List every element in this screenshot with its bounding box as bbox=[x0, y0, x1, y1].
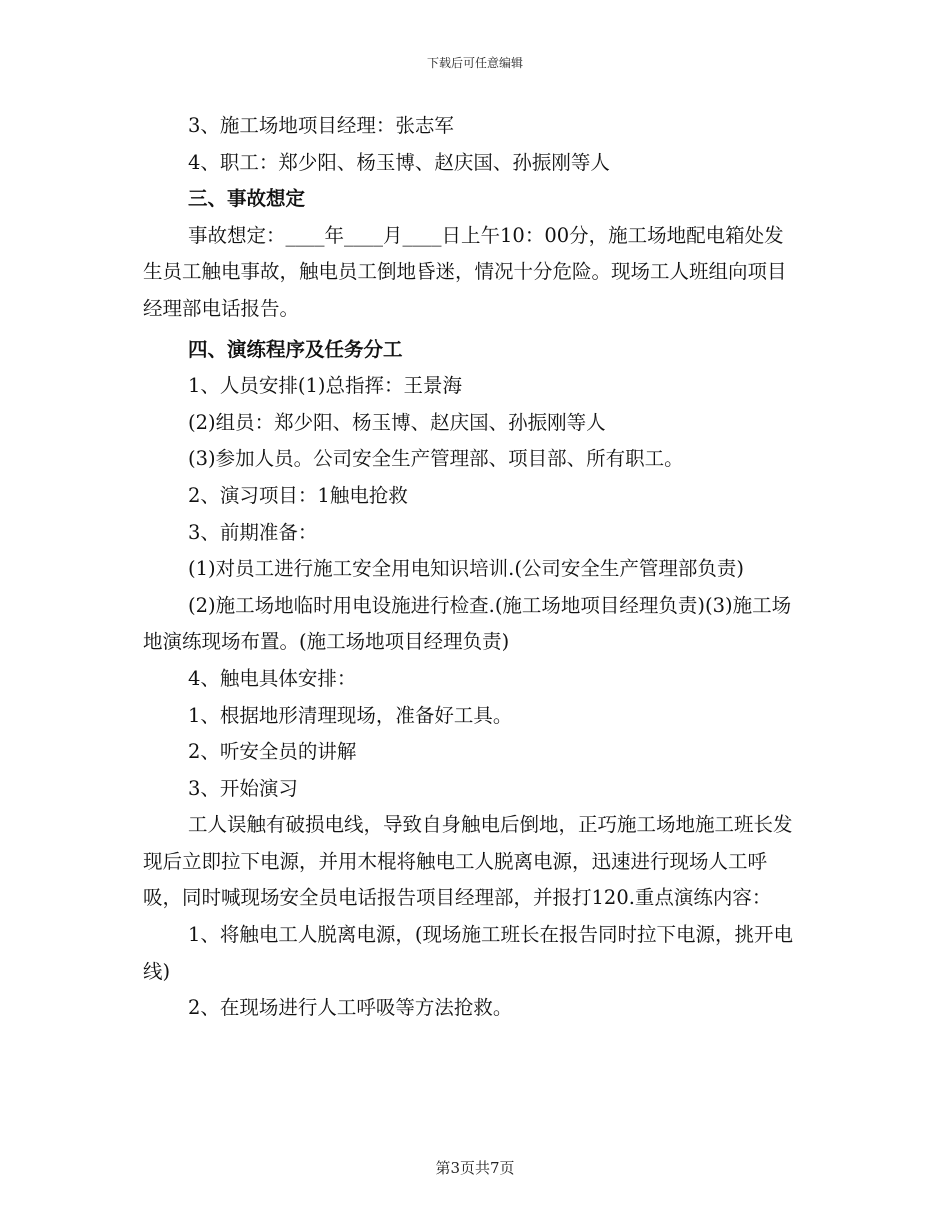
paragraph-accident-scenario: 事故想定：____年____月____日上午10：00分，施工场地配电箱处发生员工触电事故，触电员工倒地昏迷，情况十分危险。现场工人班组向项目经理部电话报告。 bbox=[143, 223, 787, 320]
paragraph-training: (1)对员工进行施工安全用电知识培训.(公司安全生产管理部负责) bbox=[188, 557, 745, 581]
line-site-manager: 3、施工场地项目经理：张志军 bbox=[188, 114, 454, 137]
page-number: 第3页共7页 bbox=[435, 1159, 515, 1177]
list-item-cpr: 2、在现场进行人工呼吸等方法抢救。 bbox=[188, 996, 513, 1020]
line-preparation: 3、前期准备： bbox=[188, 520, 318, 544]
line-participants: (3)参加人员。公司安全生产管理部、项目部、所有职工。 bbox=[188, 447, 684, 471]
list-item-clear-site: 1、根据地形清理现场，准备好工具。 bbox=[188, 703, 513, 727]
section-heading-drill-procedure: 四、演练程序及任务分工 bbox=[188, 337, 403, 361]
line-specific-arrangement: 4、触电具体安排： bbox=[188, 666, 357, 690]
paragraph-inspection: (2)施工场地临时用电设施进行检查.(施工场地项目经理负责)(3)施工场地演练现场布置。(施工场地项目经理负责) bbox=[143, 593, 792, 654]
document-body bbox=[143, 108, 803, 1027]
list-item-briefing: 2、听安全员的讲解 bbox=[188, 740, 357, 764]
line-team-members: (2)组员：郑少阳、杨玉博、赵庆国、孙振刚等人 bbox=[188, 410, 606, 434]
line-personnel-arrangement: 1、人员安排(1)总指挥：王景海 bbox=[188, 374, 463, 398]
list-item-disconnect-power: 1、将触电工人脱离电源，(现场施工班长在报告同时拉下电源，挑开电线) bbox=[143, 923, 794, 983]
paragraph-drill-scenario: 工人误触有破损电线，导致自身触电后倒地，正巧施工场地施工班长发现后立即拉下电源，并用木棍将触电工人脱离电源，迅速进行现场人工呼吸，同时喊现场安全员电话报告项目经理部，并报打120.重点演练内容： bbox=[143, 813, 793, 910]
line-drill-item: 2、演习项目：1触电抢救 bbox=[188, 483, 408, 507]
page-header-note: 下载后可任意编辑 bbox=[426, 56, 523, 70]
list-item-start-drill: 3、开始演习 bbox=[188, 776, 298, 800]
line-staff: 4、职工：郑少阳、杨玉博、赵庆国、孙振刚等人 bbox=[188, 150, 610, 174]
section-heading-accident-scenario: 三、事故想定 bbox=[188, 187, 306, 211]
